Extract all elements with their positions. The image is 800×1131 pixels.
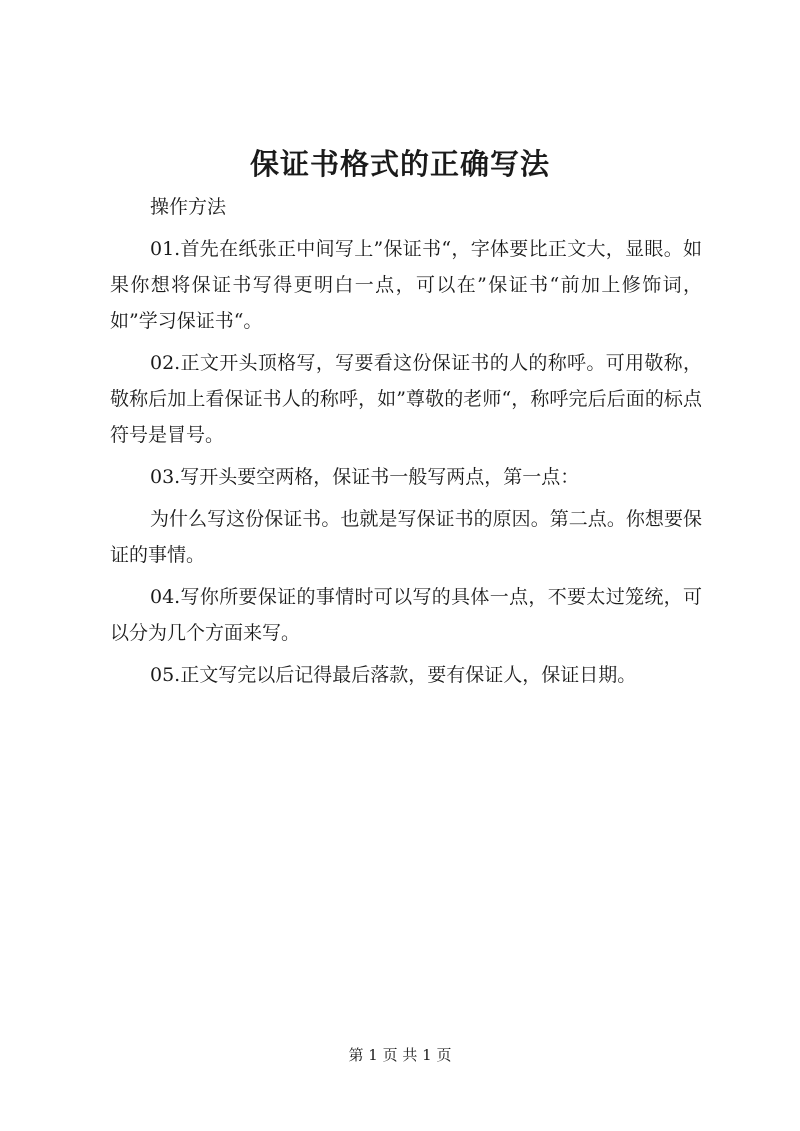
paragraph-step-02: 02.正文开头顶格写，写要看这份保证书的人的称呼。可用敬称，敬称后加上看保证书人的称呼，如”尊敬的老师“，称呼完后后面的标点符号是冒号。: [110, 352, 702, 446]
paragraph-step-05: 05.正文写完以后记得最后落款，要有保证人，保证日期。: [150, 664, 637, 686]
paragraph-step-03: 03.写开头要空两格，保证书一般写两点，第一点：: [150, 466, 580, 488]
paragraph-step-03-detail: 为什么写这份保证书。也就是写保证书的原因。第二点。你想要保证的事情。: [110, 508, 702, 566]
paragraph-step-01: 01.首先在纸张正中间写上”保证书“，字体要比正文大，显眼。如果你想将保证书写得更明白一点，可以在”保证书“前加上修饰词，如”学习保证书“。: [110, 238, 702, 332]
paragraph-heading: 操作方法: [150, 196, 227, 218]
document-body: [110, 189, 702, 699]
document-title: 保证书格式的正确写法: [249, 147, 550, 181]
paragraph-step-04: 04.写你所要保证的事情时可以写的具体一点，不要太过笼统，可以分为几个方面来写。: [110, 586, 702, 644]
page-footer: 第 1 页 共 1 页: [348, 1046, 452, 1064]
